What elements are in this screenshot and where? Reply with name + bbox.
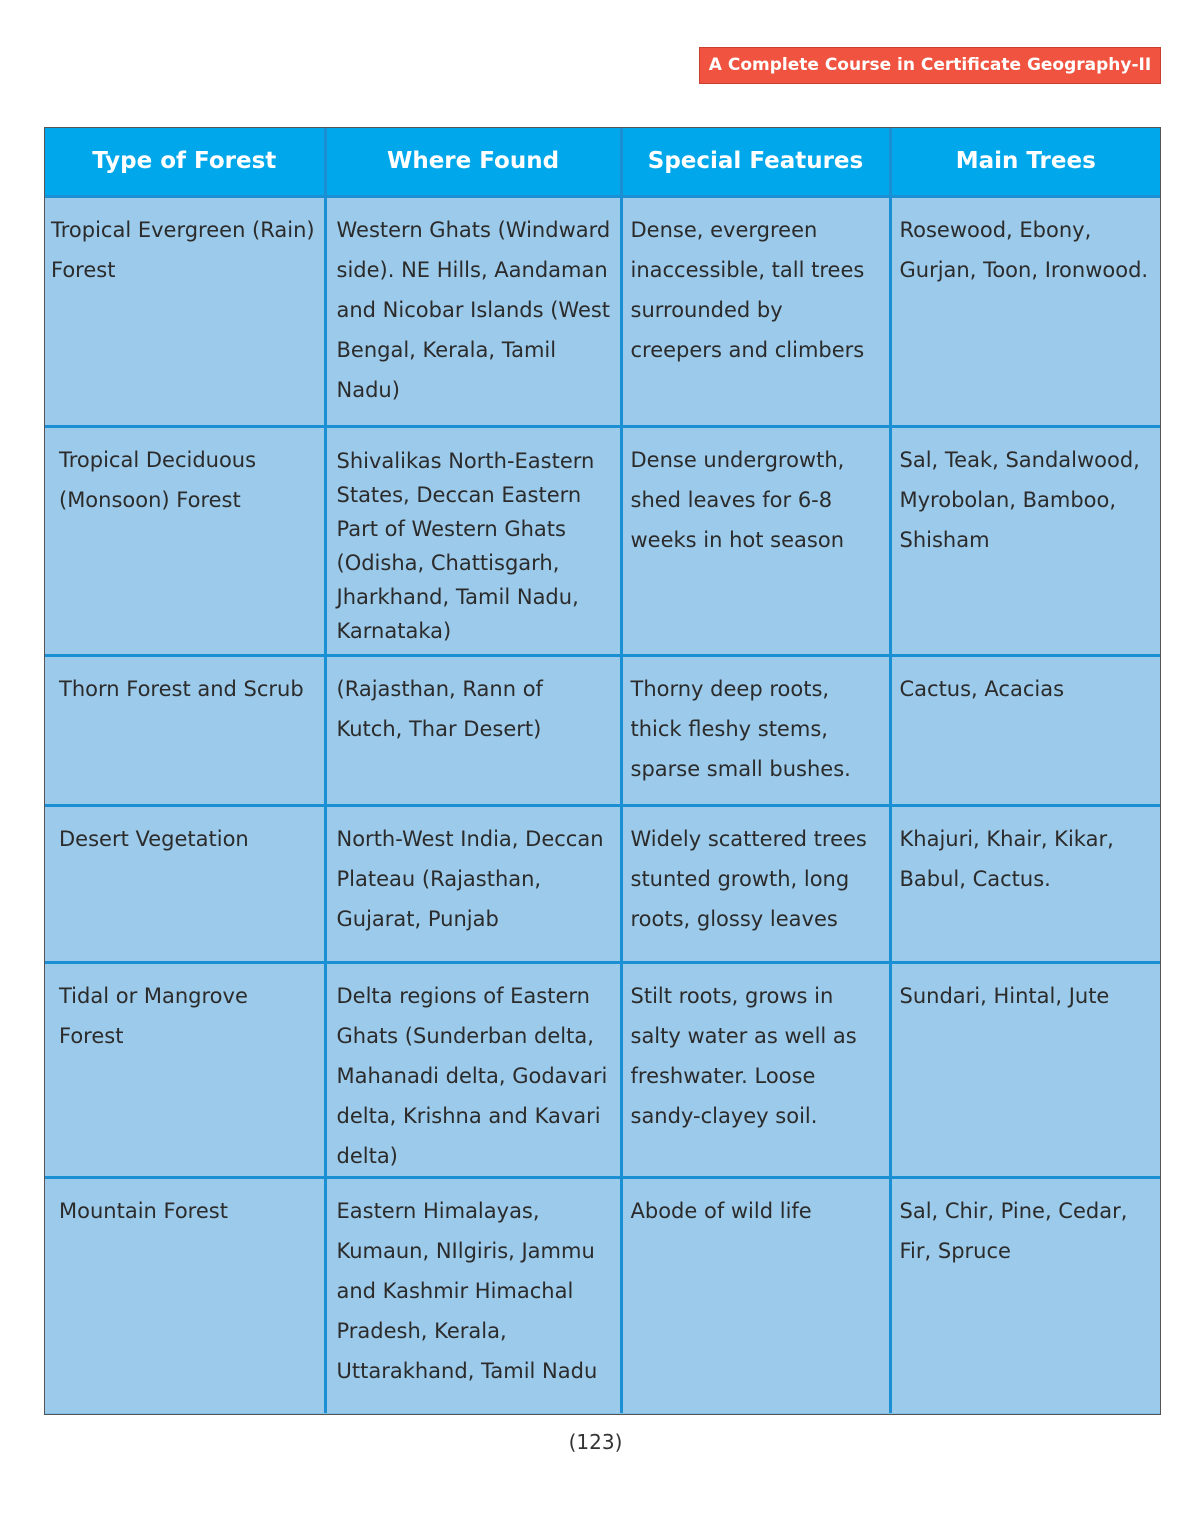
table-row	[45, 196, 1160, 426]
cell-special-features: Dense, evergreen inaccessible, tall trees surrounded by creepers and climbers	[621, 196, 890, 426]
cell-forest-type: Mountain Forest	[45, 1177, 325, 1414]
cell-special-features: Dense undergrowth, shed leaves for 6-8 weeks in hot season	[621, 426, 890, 655]
column-header-type: Type of Forest	[45, 128, 325, 196]
cell-main-trees: Sundari, Hintal, Jute	[890, 962, 1160, 1177]
table-row	[45, 426, 1160, 655]
cell-forest-type: Thorn Forest and Scrub	[45, 655, 325, 805]
cell-main-trees: Sal, Teak, Sandalwood, Myrobolan, Bamboo, Shisham	[890, 426, 1160, 655]
book-title-badge: A Complete Course in Certificate Geography-II	[699, 47, 1161, 84]
cell-main-trees: Rosewood, Ebony, Gurjan, Toon, Ironwood.	[890, 196, 1160, 426]
column-header-trees: Main Trees	[890, 128, 1160, 196]
forest-types-table	[44, 127, 1161, 1415]
cell-special-features: Abode of wild life	[621, 1177, 890, 1414]
page-number: (123)	[568, 1430, 623, 1454]
table-row	[45, 1177, 1160, 1414]
table-row	[45, 655, 1160, 805]
cell-forest-type: Desert Vegetation	[45, 805, 325, 962]
cell-forest-type: Tidal or Mangrove Forest	[45, 962, 325, 1177]
cell-where-found: Delta regions of Eastern Ghats (Sunderban delta, Mahanadi delta, Godavari delta, Krishna and Kavari delta)	[325, 962, 621, 1177]
cell-special-features: Thorny deep roots, thick fleshy stems, sparse small bushes.	[621, 655, 890, 805]
cell-where-found: North-West India, Deccan Plateau (Rajasthan, Gujarat, Punjab	[325, 805, 621, 962]
table-row	[45, 805, 1160, 962]
column-header-features: Special Features	[621, 128, 890, 196]
table-row	[45, 962, 1160, 1177]
cell-main-trees: Cactus, Acacias	[890, 655, 1160, 805]
cell-main-trees: Sal, Chir, Pine, Cedar, Fir, Spruce	[890, 1177, 1160, 1414]
cell-where-found: (Rajasthan, Rann of Kutch, Thar Desert)	[325, 655, 621, 805]
table-header-row	[45, 128, 1160, 196]
cell-special-features: Widely scattered trees stunted growth, long roots, glossy leaves	[621, 805, 890, 962]
cell-special-features: Stilt roots, grows in salty water as well as freshwater. Loose sandy-clayey soil.	[621, 962, 890, 1177]
cell-where-found: Shivalikas North-Eastern States, Deccan Eastern Part of Western Ghats (Odisha, Chattisgarh, Jharkhand, Tamil Nadu, Karnataka)	[325, 426, 621, 655]
column-header-where: Where Found	[325, 128, 621, 196]
cell-where-found: Eastern Himalayas, Kumaun, NIlgiris, Jammu and Kashmir Himachal Pradesh, Kerala, Uttarakhand, Tamil Nadu	[325, 1177, 621, 1414]
cell-forest-type: Tropical Deciduous (Monsoon) Forest	[45, 426, 325, 655]
cell-forest-type: Tropical Evergreen (Rain) Forest	[45, 196, 325, 426]
cell-main-trees: Khajuri, Khair, Kikar, Babul, Cactus.	[890, 805, 1160, 962]
cell-where-found: Western Ghats (Windward side). NE Hills, Aandaman and Nicobar Islands (West Bengal, Kerala, Tamil Nadu)	[325, 196, 621, 426]
